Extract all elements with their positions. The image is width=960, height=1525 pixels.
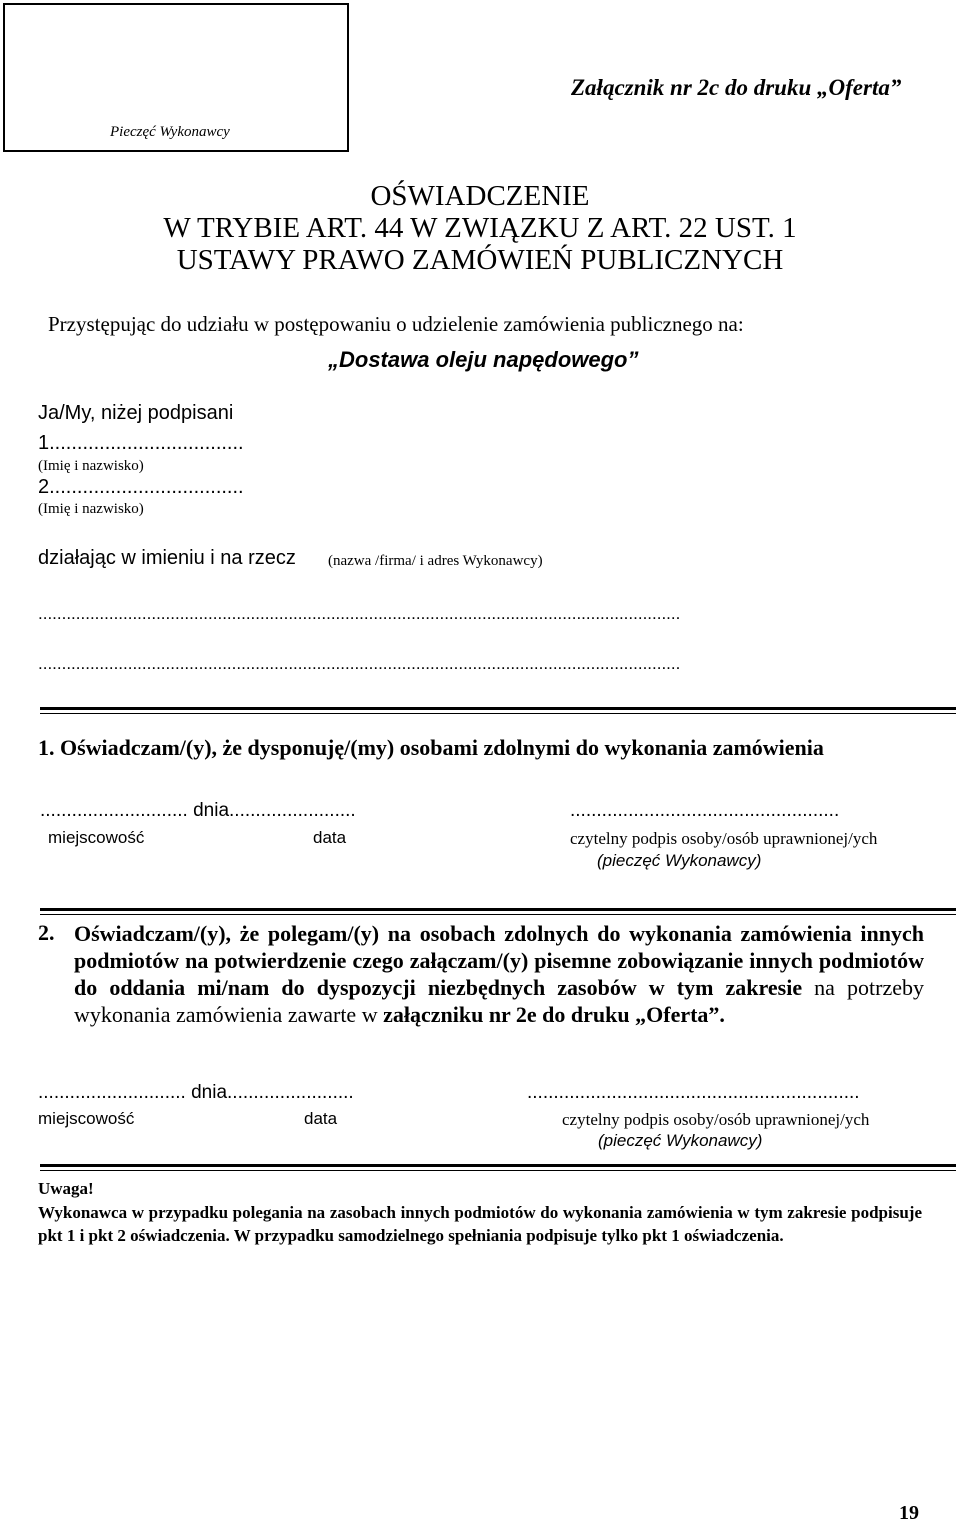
section1-signature-dots: ...................................................	[570, 800, 840, 821]
separator-rule	[40, 914, 956, 915]
page-number: 19	[899, 1502, 919, 1524]
intro-text: Przystępując do udziału w postępowaniu o udzielenie zamówienia publicznego na:	[48, 312, 744, 336]
order-subject: „Dostawa oleju napędowego”	[328, 347, 639, 372]
contractor-dots-line-1: ........................................................................................................................................	[38, 604, 681, 623]
section2-statement	[74, 920, 924, 1028]
signer-line-1: 1...................................	[38, 432, 244, 454]
section1-statement: 1. Oświadczam/(y), że dysponuję/(my) osobami zdolnymi do wykonania zamówienia	[38, 735, 824, 760]
stamp-label: Pieczęć Wykonawcy	[110, 124, 230, 140]
separator-rule	[40, 707, 956, 710]
section1-stamp-label: (pieczęć Wykonawcy)	[597, 851, 762, 870]
attachment-label: Załącznik nr 2c do druku „Oferta”	[571, 75, 902, 100]
acting-text: działając w imieniu i na rzecz	[38, 547, 296, 569]
separator-rule	[40, 713, 956, 714]
note-heading: Uwaga!	[38, 1179, 94, 1198]
section2-signature-label: czytelny podpis osoby/osób uprawnionej/ych	[562, 1110, 870, 1129]
acting-caption: (nazwa /firma/ i adres Wykonawcy)	[328, 553, 543, 569]
note-text: Wykonawca w przypadku polegania na zasobach innych podmiotów do wykonania zamówienia w tym zakresie podpisuje pkt 1 i pkt 2 oświadczenia. W przypadku samodzielnego spełniania podpisuje tylko pkt 1 oświadczenia.	[38, 1203, 922, 1245]
section1-place-label: miejscowość	[48, 828, 145, 847]
section1-date-label: data	[313, 828, 347, 847]
section2-bold-text: Oświadczam/(y), że polegam/(y) na osobach zdolnych do wykonania zamówienia innych podmiotów na potwierdzenie czego załączam/(y) pisemne zobowiązanie innych podmiotów do oddania mi/nam do dyspozycji niezbędnych zasobów w tym zakresie	[74, 921, 924, 1000]
section2-signature-dots: ...............................................................	[527, 1082, 860, 1103]
section2-normal-text: na potrzeby wykonania zamówienia zawarte w	[74, 975, 924, 1027]
section2-number: 2.	[38, 920, 55, 945]
signer-line-2: 2...................................	[38, 476, 244, 498]
signer-caption-2: (Imię i nazwisko)	[38, 501, 144, 517]
signers-heading: Ja/My, niżej podpisani	[38, 402, 234, 424]
document-title-line3: USTAWY PRAWO ZAMÓWIEŃ PUBLICZNYCH	[176, 244, 784, 276]
section2-place-date: ............................ dnia........................	[38, 1082, 354, 1103]
contractor-dots-line-2: ........................................................................................................................................	[38, 654, 681, 673]
signer-caption-1: (Imię i nazwisko)	[38, 458, 144, 474]
section2-stamp-label: (pieczęć Wykonawcy)	[598, 1131, 763, 1150]
section2-date-label: data	[304, 1109, 338, 1128]
section1-place-date: ............................ dnia........................	[40, 800, 356, 821]
section1-signature-label: czytelny podpis osoby/osób uprawnionej/ych	[570, 829, 878, 848]
separator-rule	[40, 908, 956, 911]
document-title-line1: OŚWIADCZENIE	[370, 180, 590, 212]
section2-annex-reference: załączniku nr 2e do druku „Oferta”.	[383, 1002, 725, 1027]
separator-rule	[40, 1164, 956, 1167]
document-title-line2: W TRYBIE ART. 44 W ZWIĄZKU Z ART. 22 UST. 1	[163, 212, 797, 244]
section2-place-label: miejscowość	[38, 1109, 135, 1128]
separator-rule	[40, 1170, 956, 1171]
